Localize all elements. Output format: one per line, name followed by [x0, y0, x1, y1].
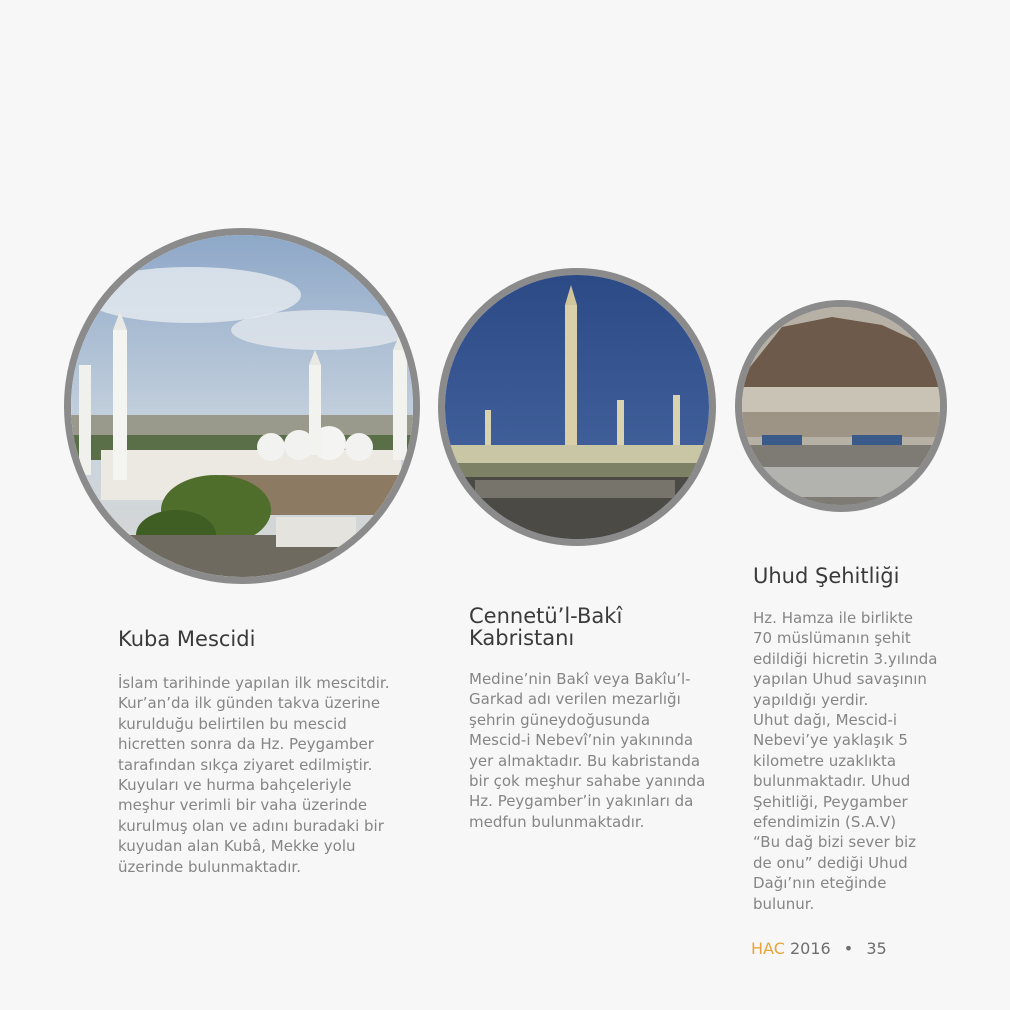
page-number: 35 — [866, 939, 887, 958]
section-title-kuba: Kuba Mescidi — [118, 627, 256, 651]
section-title-baki-line2: Kabristanı — [469, 626, 575, 650]
footer-separator: • — [843, 939, 854, 958]
footer-brand: HAC — [751, 939, 785, 958]
section-body-baki: Medine’nin Bakî veya Bakîu’l- Garkad adı verilen mezarlığı şehrin güneydoğusunda Mescid-i Nebevî’nin yakınında yer almaktadır. Bu kabristanda bir çok meşhur sahabe yanında Hz. Peygamber’in yakınları da medfun bulunmaktadır. — [469, 670, 706, 831]
section-title-baki-line1: Cennetü’l-Bakî — [469, 604, 623, 628]
section-body-kuba: İslam tarihinde yapılan ilk mescitdir. Kur’an’da ilk günden takva üzerine kurulduğu belirtilen bu mescid hicretten sonra da Hz. Peygamber tarafından sıkça ziyaret edilmiştir. Kuyuları ve hurma bahçeleriyle meşhur verimli bir vaha üzerinde kurulmuş olan ve adını buradaki bir kuyudan alan Kubâ, Mekke yolu üzerinde bulunmaktadır. — [118, 674, 390, 876]
section-body-uhud: Hz. Hamza ile birlikte 70 müslümanın şehit edildiği hicretin 3.yılında yapılan Uhud savaşının yapıldığı yerdir. Uhut dağı, Mescid-i Nebevi’ye yaklaşık 5 kilometre uzaklıkta bulunmaktadır. Uhud Şehitliği, Peygamber efendimizin (S.A.V) “Bu dağ bizi sever biz de onu” dediği Uhud Dağı’nın eteğinde bulunur. — [753, 609, 938, 913]
uhud-martyrs-photo — [735, 300, 947, 512]
section-title-baki — [469, 605, 699, 649]
footer-year: 2016 — [789, 939, 831, 958]
page-footer — [751, 939, 887, 958]
kuba-mosque-photo — [64, 228, 420, 584]
section-title-uhud: Uhud Şehitliği — [753, 564, 900, 588]
baki-cemetery-photo — [438, 268, 716, 546]
